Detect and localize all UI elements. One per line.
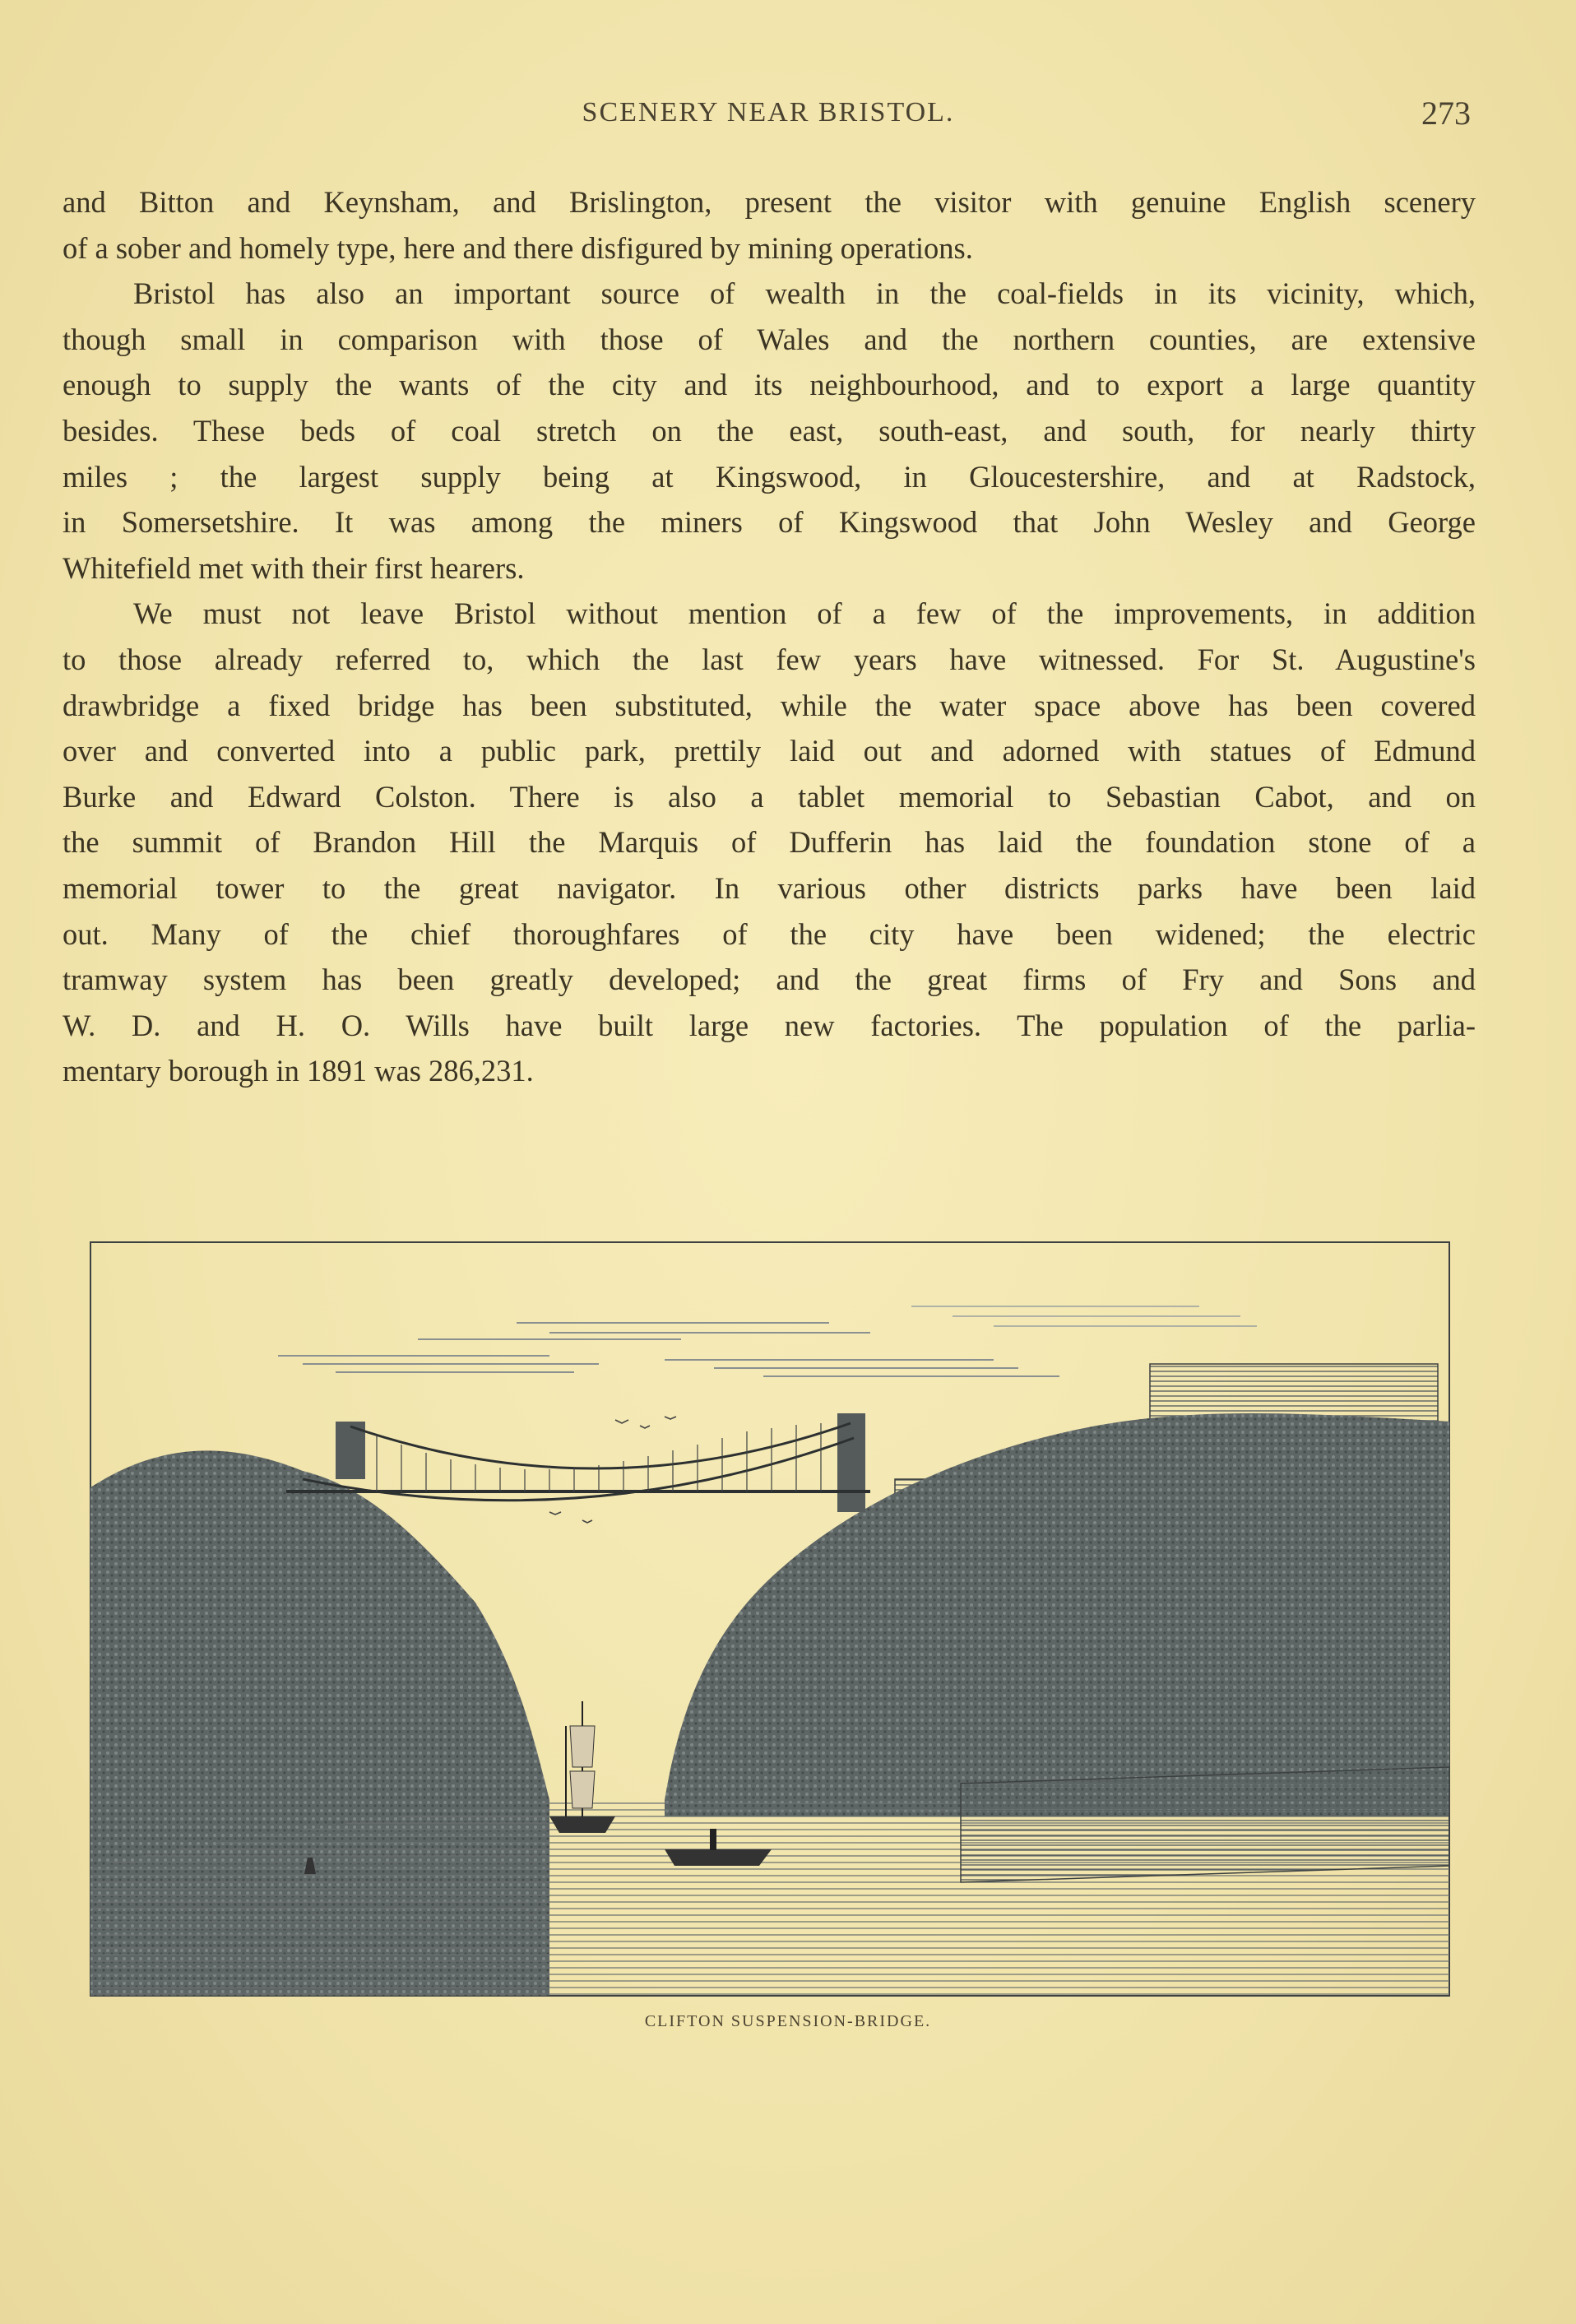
page-number: 273 (1421, 95, 1471, 132)
suspension-bridge (286, 1423, 870, 1501)
text-line: miles ; the largest supply being at Kingswood, in Gloucestershire, and at Radstock, (63, 459, 1476, 494)
text-line: though small in comparison with those of Wales and the northern counties, are extensive (63, 322, 1476, 356)
right-hillside (665, 1413, 1449, 1816)
text-line: Bristol has also an important source of wealth in the coal-fields in its vicinity, which, (133, 276, 1476, 311)
text-line: over and converted into a public park, prettily laid out and adorned with statues of Edmund (63, 734, 1476, 768)
text-line: Burke and Edward Colston. There is also a tablet memorial to Sebastian Cabot, and on (63, 779, 1476, 814)
text-line: We must not leave Bristol without mention of a few of the improvements, in addition (133, 596, 1476, 631)
text-line: Whitefield met with their first hearers. (63, 550, 525, 585)
text-line: and Bitton and Keynsham, and Brislington, present the visitor with genuine English scenery (63, 185, 1476, 219)
figure-caption: CLIFTON SUSPENSION-BRIDGE. (644, 2012, 932, 2030)
body-text (63, 179, 1476, 1094)
engraving-illustration (89, 1241, 1451, 1997)
text-line: of a sober and homely type, here and there disfigured by mining operations. (63, 230, 973, 265)
page-header (66, 97, 1471, 138)
text-line: W. D. and H. O. Wills have built large new factories. The population of the parlia- (63, 1008, 1476, 1042)
text-line: out. Many of the chief thoroughfares of the city have been widened; the electric (63, 916, 1476, 951)
text-line: the summit of Brandon Hill the Marquis of Dufferin has laid the foundation stone of a (63, 825, 1476, 860)
text-line: drawbridge a fixed bridge has been substituted, while the water space above has been covered (63, 688, 1476, 722)
text-line: mentary borough in 1891 was 286,231. (63, 1054, 534, 1088)
text-line: to those already referred to, which the last few years have witnessed. For St. Augustine's (63, 642, 1476, 676)
text-line: memorial tower to the great navigator. In various other districts parks have been laid (63, 870, 1476, 905)
text-line: in Somersetshire. It was among the miners of Kingswood that John Wesley and George (63, 505, 1476, 540)
harbour-wall (961, 1767, 1449, 1882)
birds (549, 1417, 676, 1523)
text-line: tramway system has been greatly developed; and the great firms of Fry and Sons and (63, 963, 1476, 997)
engraving-svg (89, 1241, 1451, 1997)
text-line: besides. These beds of coal stretch on the east, south-east, and south, for nearly thirty (63, 413, 1476, 448)
bridge-tower-right (837, 1413, 865, 1512)
text-line: enough to supply the wants of the city and its neighbourhood, and to export a large quantity (63, 368, 1476, 402)
running-title: SCENERY NEAR BRISTOL. (582, 97, 955, 128)
